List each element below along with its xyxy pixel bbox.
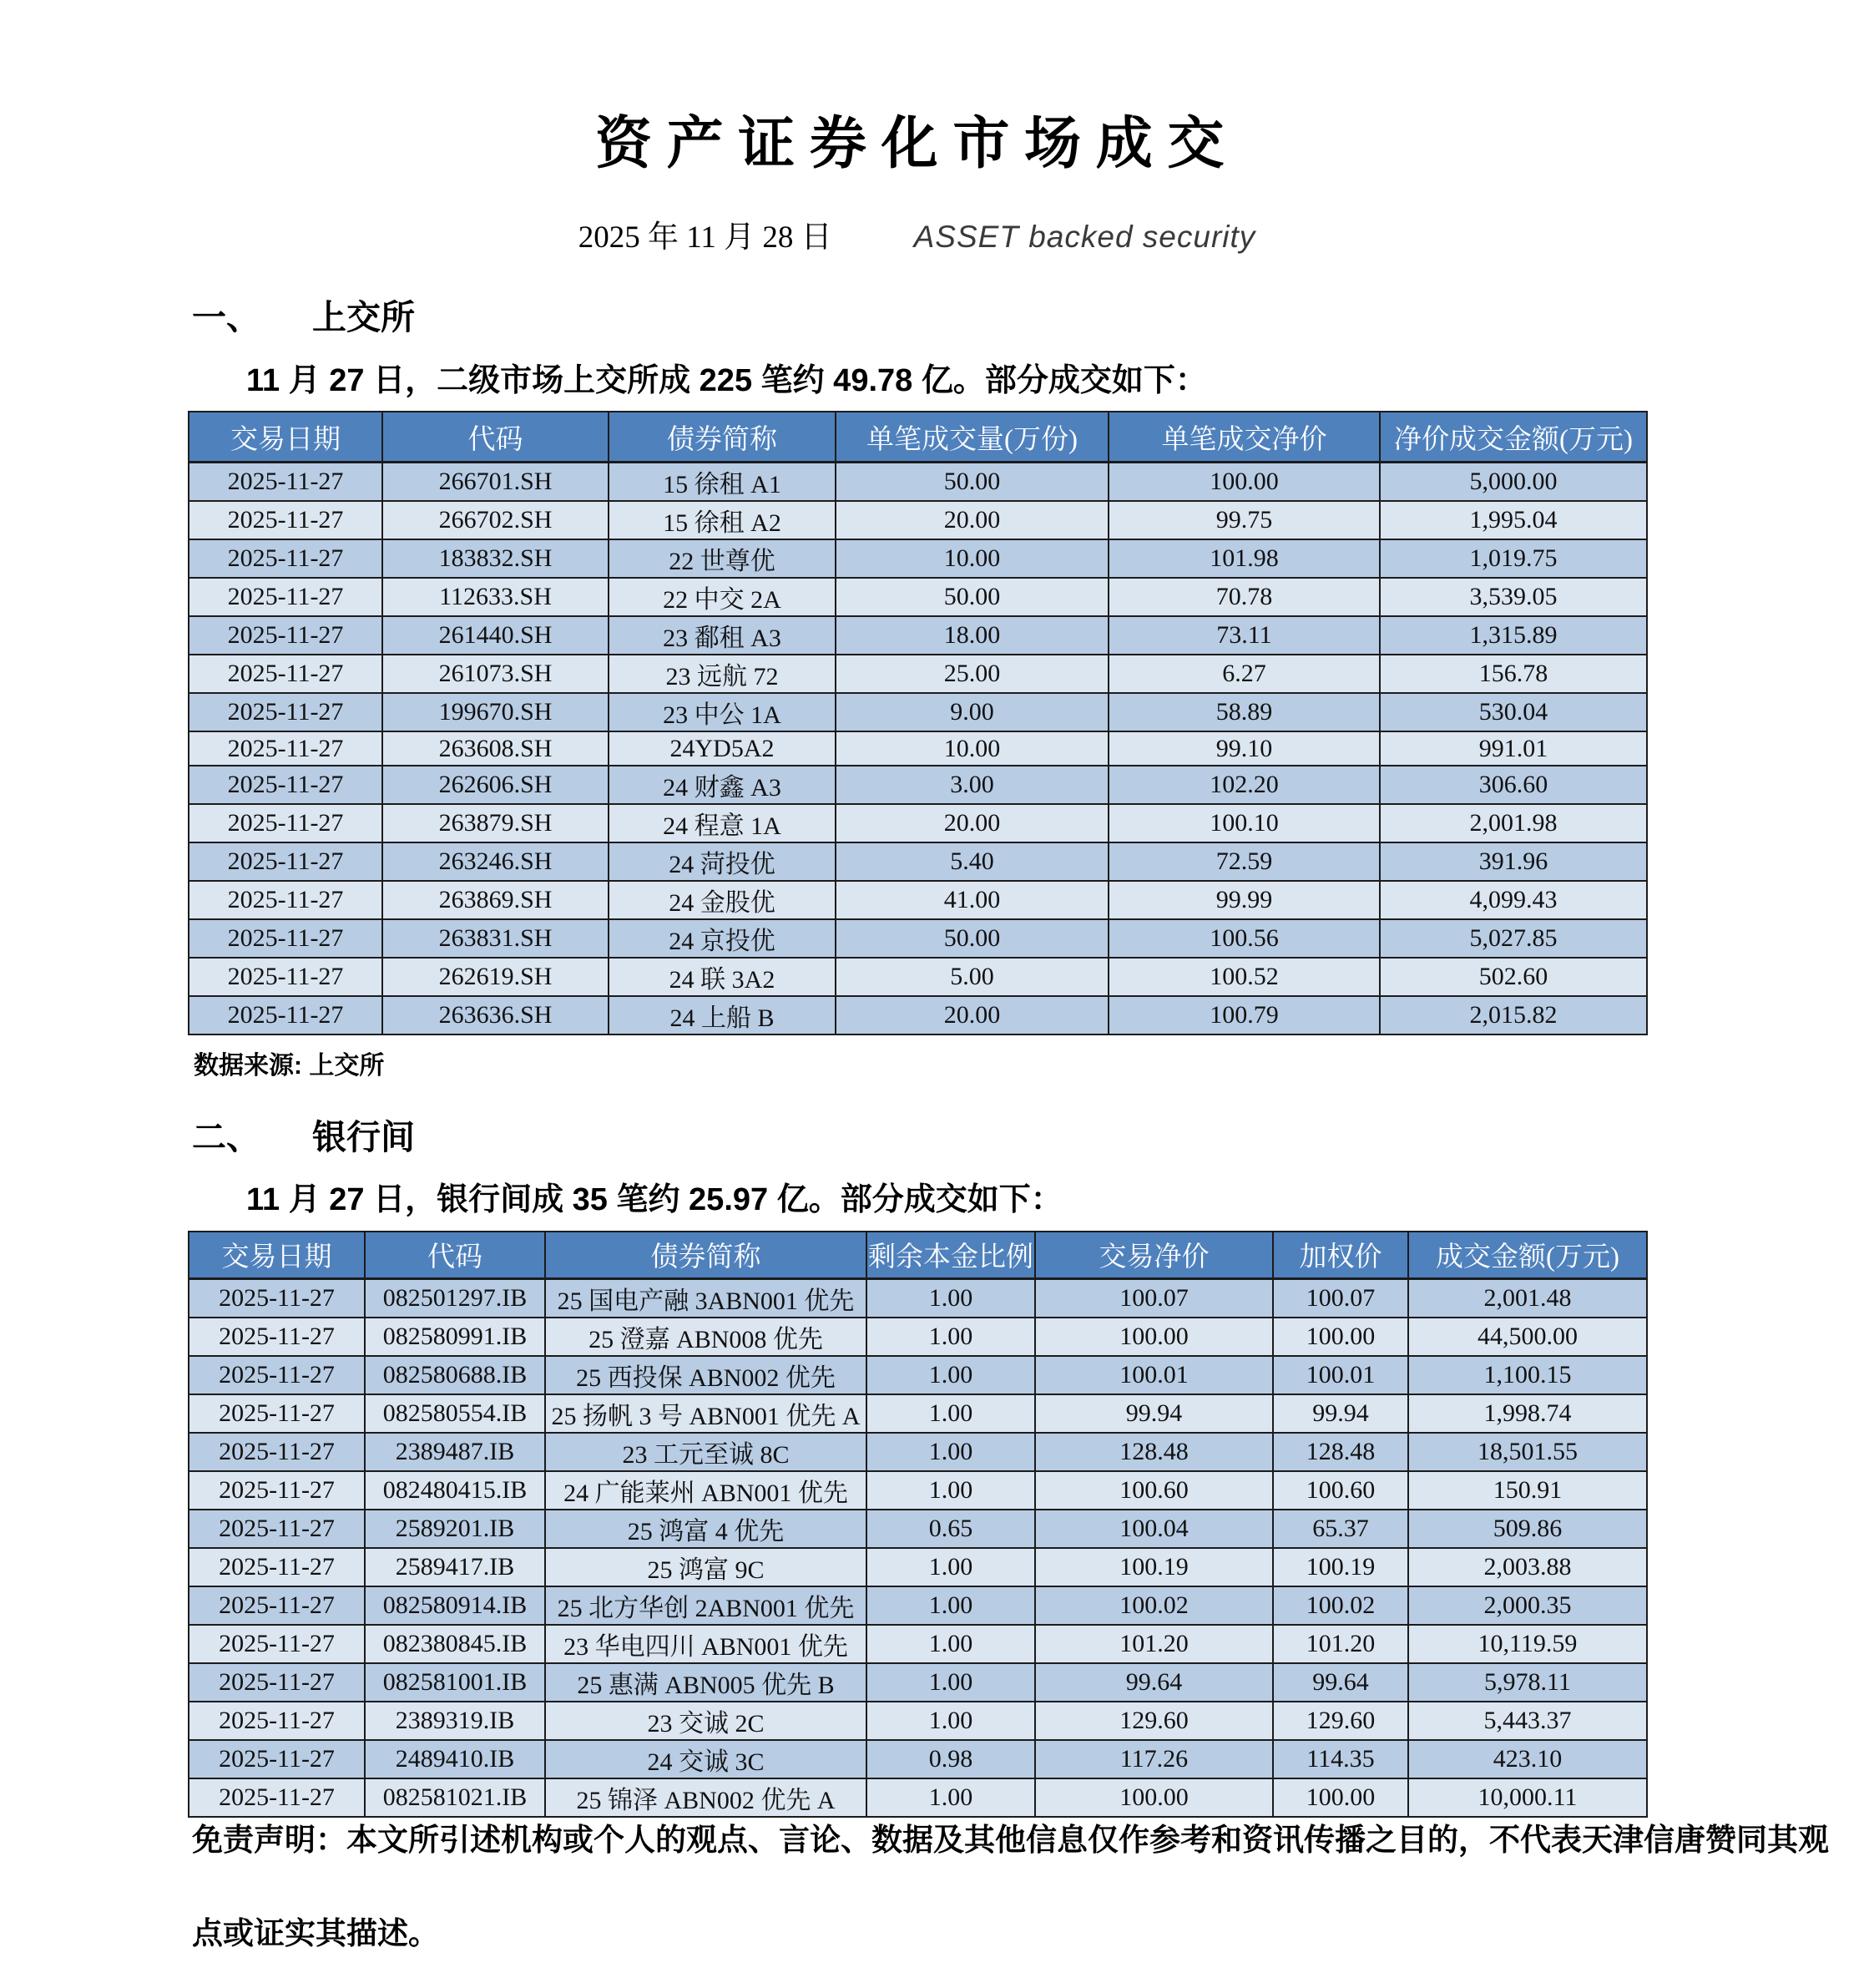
table-cell: 70.78 <box>1109 578 1380 616</box>
table-row <box>189 958 1647 996</box>
table-cell: 2025-11-27 <box>189 1356 365 1394</box>
table-cell: 2025-11-27 <box>189 693 382 731</box>
table-cell: 1,315.89 <box>1380 616 1647 655</box>
table-cell: 2025-11-27 <box>189 996 382 1034</box>
table-cell: 24 金股优 <box>609 881 836 919</box>
table-cell: 2025-11-27 <box>189 578 382 616</box>
table-cell: 1,019.75 <box>1380 539 1647 578</box>
table-cell: 991.01 <box>1380 731 1647 766</box>
table-cell: 262606.SH <box>382 766 609 804</box>
table-cell: 2025-11-27 <box>189 766 382 804</box>
table-cell: 082480415.IB <box>365 1471 545 1510</box>
interbank-trades-table <box>188 1231 1648 1818</box>
table-cell: 082580914.IB <box>365 1586 545 1625</box>
table-cell: 2025-11-27 <box>189 463 382 502</box>
table-cell: 082581021.IB <box>365 1778 545 1817</box>
table-cell: 10.00 <box>836 731 1109 766</box>
table-cell: 156.78 <box>1380 655 1647 693</box>
table-cell: 1,100.15 <box>1408 1356 1647 1394</box>
sse-trades-table <box>188 411 1648 1035</box>
table-cell: 4,099.43 <box>1380 881 1647 919</box>
table-cell: 65.37 <box>1273 1510 1408 1548</box>
table-cell: 100.02 <box>1273 1586 1408 1625</box>
table-cell: 2025-11-27 <box>189 731 382 766</box>
table-cell: 183832.SH <box>382 539 609 578</box>
section2-number: 二、 <box>192 1117 260 1156</box>
column-header: 债券简称 <box>545 1232 866 1279</box>
table-cell: 100.79 <box>1109 996 1380 1034</box>
table-cell: 24 京投优 <box>609 919 836 958</box>
table-cell: 25 北方华创 2ABN001 优先 <box>545 1586 866 1625</box>
table-cell: 25 惠满 ABN005 优先 B <box>545 1663 866 1702</box>
table-cell: 2025-11-27 <box>189 1702 365 1740</box>
column-header: 交易净价 <box>1035 1232 1273 1279</box>
table-cell: 082581001.IB <box>365 1663 545 1702</box>
table-cell: 1.00 <box>866 1433 1035 1471</box>
table-cell: 530.04 <box>1380 693 1647 731</box>
table-header-row <box>189 412 1647 463</box>
table-cell: 2025-11-27 <box>189 881 382 919</box>
table-cell: 24 菏投优 <box>609 842 836 881</box>
table-cell: 2025-11-27 <box>189 1663 365 1702</box>
table-row <box>189 616 1647 655</box>
table-cell: 266701.SH <box>382 463 609 502</box>
table-cell: 25 澄嘉 ABN008 优先 <box>545 1318 866 1356</box>
table-cell: 24 联 3A2 <box>609 958 836 996</box>
column-header: 代码 <box>382 412 609 463</box>
table-cell: 99.99 <box>1109 881 1380 919</box>
table-row <box>189 1278 1647 1318</box>
table-cell: 082501297.IB <box>365 1278 545 1318</box>
table-cell: 261440.SH <box>382 616 609 655</box>
table-cell: 128.48 <box>1035 1433 1273 1471</box>
table-cell: 263869.SH <box>382 881 609 919</box>
table-cell: 23 华电四川 ABN001 优先 <box>545 1625 866 1663</box>
table-cell: 2025-11-27 <box>189 539 382 578</box>
table-cell: 25 扬帆 3 号 ABN001 优先 A <box>545 1394 866 1433</box>
table-row <box>189 539 1647 578</box>
table-cell: 2025-11-27 <box>189 1740 365 1778</box>
table-cell: 2,000.35 <box>1408 1586 1647 1625</box>
table-cell: 100.00 <box>1035 1318 1273 1356</box>
table-cell: 20.00 <box>836 996 1109 1034</box>
table-cell: 22 世尊优 <box>609 539 836 578</box>
table-cell: 15 徐租 A2 <box>609 501 836 539</box>
table-row <box>189 1356 1647 1394</box>
table-cell: 423.10 <box>1408 1740 1647 1778</box>
table-cell: 100.19 <box>1273 1548 1408 1586</box>
table-cell: 1.00 <box>866 1278 1035 1318</box>
table-row <box>189 919 1647 958</box>
table-cell: 2025-11-27 <box>189 655 382 693</box>
table-cell: 263636.SH <box>382 996 609 1034</box>
table-cell: 100.01 <box>1273 1356 1408 1394</box>
table-cell: 2,015.82 <box>1380 996 1647 1034</box>
section2-title: 银行间 <box>312 1117 415 1156</box>
table-cell: 114.35 <box>1273 1740 1408 1778</box>
table-cell: 263831.SH <box>382 919 609 958</box>
table-cell: 1.00 <box>866 1663 1035 1702</box>
table-cell: 0.98 <box>866 1740 1035 1778</box>
section2-heading <box>192 1118 1874 1157</box>
table-cell: 391.96 <box>1380 842 1647 881</box>
page-title: 资产证券化市场成交 <box>594 112 1240 175</box>
table-cell: 23 中公 1A <box>609 693 836 731</box>
table-cell: 128.48 <box>1273 1433 1408 1471</box>
table-cell: 2025-11-27 <box>189 616 382 655</box>
table-row <box>189 1471 1647 1510</box>
table-cell: 2025-11-27 <box>189 1510 365 1548</box>
sse-table-head <box>189 412 1647 463</box>
table-cell: 25 鸿富 4 优先 <box>545 1510 866 1548</box>
interbank-table-body <box>189 1278 1647 1817</box>
table-cell: 082380845.IB <box>365 1625 545 1663</box>
table-cell: 99.64 <box>1273 1663 1408 1702</box>
table-row <box>189 731 1647 766</box>
table-row <box>189 578 1647 616</box>
table-cell: 2025-11-27 <box>189 1433 365 1471</box>
table-cell: 117.26 <box>1035 1740 1273 1778</box>
table-cell: 262619.SH <box>382 958 609 996</box>
disclaimer <box>192 1823 1874 1952</box>
table-cell: 10,119.59 <box>1408 1625 1647 1663</box>
table-cell: 24YD5A2 <box>609 731 836 766</box>
table-header-row <box>189 1232 1647 1279</box>
table-cell: 2025-11-27 <box>189 804 382 842</box>
column-header: 单笔成交净价 <box>1109 412 1380 463</box>
table-cell: 23 工元至诚 8C <box>545 1433 866 1471</box>
table-cell: 509.86 <box>1408 1510 1647 1548</box>
table-row <box>189 501 1647 539</box>
table-row <box>189 1625 1647 1663</box>
table-cell: 24 交诚 3C <box>545 1740 866 1778</box>
table-cell: 41.00 <box>836 881 1109 919</box>
table-row <box>189 463 1647 502</box>
table-cell: 18,501.55 <box>1408 1433 1647 1471</box>
table-cell: 99.75 <box>1109 501 1380 539</box>
table-cell: 2489410.IB <box>365 1740 545 1778</box>
table-row <box>189 1548 1647 1586</box>
table-cell: 100.07 <box>1273 1278 1408 1318</box>
table-cell: 58.89 <box>1109 693 1380 731</box>
table-cell: 261073.SH <box>382 655 609 693</box>
table-cell: 082580554.IB <box>365 1394 545 1433</box>
table-cell: 100.56 <box>1109 919 1380 958</box>
table-cell: 1.00 <box>866 1394 1035 1433</box>
table-cell: 5.00 <box>836 958 1109 996</box>
table-cell: 5.40 <box>836 842 1109 881</box>
table-cell: 1,998.74 <box>1408 1394 1647 1433</box>
table-cell: 2025-11-27 <box>189 501 382 539</box>
disclaimer-line-1: 免责声明：本文所引述机构或个人的观点、言论、数据及其他信息仅作参考和资讯传播之目的，不代表天津信唐赞同其观 <box>192 1822 1829 1857</box>
table-cell: 082580991.IB <box>365 1318 545 1356</box>
table-cell: 1.00 <box>866 1702 1035 1740</box>
table-cell: 2025-11-27 <box>189 1318 365 1356</box>
table-cell: 2025-11-27 <box>189 842 382 881</box>
table-cell: 2025-11-27 <box>189 1548 365 1586</box>
section1-intro: 11 月 27 日，二级市场上交所成 225 笔约 49.78 亿。部分成交如下： <box>246 362 1207 398</box>
section1-number: 一、 <box>192 298 260 337</box>
table-cell: 263879.SH <box>382 804 609 842</box>
table-cell: 2389319.IB <box>365 1702 545 1740</box>
table-cell: 101.20 <box>1035 1625 1273 1663</box>
table-cell: 24 广能莱州 ABN001 优先 <box>545 1471 866 1510</box>
table-cell: 2025-11-27 <box>189 919 382 958</box>
table-cell: 1.00 <box>866 1625 1035 1663</box>
table-cell: 150.91 <box>1408 1471 1647 1510</box>
table-cell: 2025-11-27 <box>189 1394 365 1433</box>
table-cell: 3,539.05 <box>1380 578 1647 616</box>
table-cell: 2025-11-27 <box>189 958 382 996</box>
table-cell: 100.01 <box>1035 1356 1273 1394</box>
table-cell: 24 程意 1A <box>609 804 836 842</box>
subtitle-row <box>188 219 1646 256</box>
table-cell: 129.60 <box>1035 1702 1273 1740</box>
table-cell: 2025-11-27 <box>189 1778 365 1817</box>
table-cell: 2025-11-27 <box>189 1625 365 1663</box>
table-cell: 2389487.IB <box>365 1433 545 1471</box>
table-cell: 266702.SH <box>382 501 609 539</box>
table-cell: 100.04 <box>1035 1510 1273 1548</box>
table-cell: 100.02 <box>1035 1586 1273 1625</box>
table-cell: 2,001.48 <box>1408 1278 1647 1318</box>
table-cell: 082580688.IB <box>365 1356 545 1394</box>
table-row <box>189 1740 1647 1778</box>
table-cell: 10.00 <box>836 539 1109 578</box>
table-cell: 9.00 <box>836 693 1109 731</box>
table-cell: 99.10 <box>1109 731 1380 766</box>
section1-heading <box>192 298 1874 337</box>
table-cell: 24 财鑫 A3 <box>609 766 836 804</box>
table-cell: 100.10 <box>1109 804 1380 842</box>
table-cell: 1.00 <box>866 1586 1035 1625</box>
table-cell: 18.00 <box>836 616 1109 655</box>
table-cell: 20.00 <box>836 804 1109 842</box>
table-cell: 2,003.88 <box>1408 1548 1647 1586</box>
table-cell: 5,978.11 <box>1408 1663 1647 1702</box>
table-cell: 1.00 <box>866 1471 1035 1510</box>
table-cell: 101.20 <box>1273 1625 1408 1663</box>
table-row <box>189 1318 1647 1356</box>
table-cell: 25 锦泽 ABN002 优先 A <box>545 1778 866 1817</box>
column-header: 剩余本金比例 <box>866 1232 1035 1279</box>
interbank-table-head <box>189 1232 1647 1279</box>
table-row <box>189 1702 1647 1740</box>
table-cell: 1.00 <box>866 1356 1035 1394</box>
table-cell: 44,500.00 <box>1408 1318 1647 1356</box>
table-cell: 50.00 <box>836 919 1109 958</box>
table-cell: 2025-11-27 <box>189 1471 365 1510</box>
table-cell: 73.11 <box>1109 616 1380 655</box>
table-cell: 20.00 <box>836 501 1109 539</box>
table-cell: 2589201.IB <box>365 1510 545 1548</box>
column-header: 债券简称 <box>609 412 836 463</box>
table-cell: 22 中交 2A <box>609 578 836 616</box>
table-cell: 129.60 <box>1273 1702 1408 1740</box>
table-cell: 5,443.37 <box>1408 1702 1647 1740</box>
table-cell: 199670.SH <box>382 693 609 731</box>
table-cell: 1.00 <box>866 1548 1035 1586</box>
table-cell: 99.94 <box>1273 1394 1408 1433</box>
table-cell: 306.60 <box>1380 766 1647 804</box>
data-source-note: 数据来源: 上交所 <box>194 1052 385 1080</box>
column-header: 加权价 <box>1273 1232 1408 1279</box>
section2-intro: 11 月 27 日，银行间成 35 笔约 25.97 亿。部分成交如下： <box>246 1181 1063 1217</box>
table-row <box>189 1394 1647 1433</box>
table-cell: 23 鄱租 A3 <box>609 616 836 655</box>
table-cell: 101.98 <box>1109 539 1380 578</box>
table-cell: 263246.SH <box>382 842 609 881</box>
table-cell: 1.00 <box>866 1318 1035 1356</box>
column-header: 交易日期 <box>189 412 382 463</box>
table-cell: 3.00 <box>836 766 1109 804</box>
table-row <box>189 881 1647 919</box>
table-cell: 99.94 <box>1035 1394 1273 1433</box>
table-cell: 1,995.04 <box>1380 501 1647 539</box>
table-cell: 23 远航 72 <box>609 655 836 693</box>
table-row <box>189 766 1647 804</box>
column-header: 净价成交金额(万元) <box>1380 412 1647 463</box>
table-cell: 25.00 <box>836 655 1109 693</box>
table-row <box>189 1433 1647 1471</box>
table-cell: 102.20 <box>1109 766 1380 804</box>
table-row <box>189 804 1647 842</box>
table-cell: 100.60 <box>1035 1471 1273 1510</box>
column-header: 代码 <box>365 1232 545 1279</box>
table-cell: 100.07 <box>1035 1278 1273 1318</box>
table-cell: 99.64 <box>1035 1663 1273 1702</box>
column-header: 单笔成交量(万份) <box>836 412 1109 463</box>
table-cell: 100.60 <box>1273 1471 1408 1510</box>
table-cell: 100.52 <box>1109 958 1380 996</box>
table-cell: 112633.SH <box>382 578 609 616</box>
table-cell: 24 上船 B <box>609 996 836 1034</box>
table-row <box>189 842 1647 881</box>
table-cell: 72.59 <box>1109 842 1380 881</box>
table-cell: 2025-11-27 <box>189 1278 365 1318</box>
table-cell: 5,000.00 <box>1380 463 1647 502</box>
table-cell: 1.00 <box>866 1778 1035 1817</box>
report-date: 2025 年 11 月 28 日 <box>578 220 832 255</box>
table-cell: 100.00 <box>1273 1778 1408 1817</box>
table-cell: 15 徐租 A1 <box>609 463 836 502</box>
table-cell: 100.00 <box>1109 463 1380 502</box>
table-cell: 100.19 <box>1035 1548 1273 1586</box>
table-cell: 100.00 <box>1035 1778 1273 1817</box>
column-header: 交易日期 <box>189 1232 365 1279</box>
table-cell: 502.60 <box>1380 958 1647 996</box>
sse-table-body <box>189 463 1647 1035</box>
table-cell: 25 国电产融 3ABN001 优先 <box>545 1278 866 1318</box>
table-cell: 2025-11-27 <box>189 1586 365 1625</box>
table-cell: 6.27 <box>1109 655 1380 693</box>
section1-title: 上交所 <box>312 298 415 337</box>
table-cell: 50.00 <box>836 578 1109 616</box>
table-cell: 2,001.98 <box>1380 804 1647 842</box>
table-cell: 25 鸿富 9C <box>545 1548 866 1586</box>
table-cell: 263608.SH <box>382 731 609 766</box>
table-row <box>189 693 1647 731</box>
column-header: 成交金额(万元) <box>1408 1232 1647 1279</box>
table-cell: 23 交诚 2C <box>545 1702 866 1740</box>
table-row <box>189 1778 1647 1817</box>
table-cell: 0.65 <box>866 1510 1035 1548</box>
table-row <box>189 996 1647 1034</box>
table-cell: 100.00 <box>1273 1318 1408 1356</box>
table-cell: 25 西投保 ABN002 优先 <box>545 1356 866 1394</box>
table-cell: 50.00 <box>836 463 1109 502</box>
disclaimer-line-2: 点或证实其描述。 <box>192 1916 439 1951</box>
subtitle-english: ASSET backed security <box>913 220 1256 254</box>
table-row <box>189 1663 1647 1702</box>
table-row <box>189 655 1647 693</box>
table-row <box>189 1510 1647 1548</box>
table-cell: 10,000.11 <box>1408 1778 1647 1817</box>
table-cell: 5,027.85 <box>1380 919 1647 958</box>
table-row <box>189 1586 1647 1625</box>
table-cell: 2589417.IB <box>365 1548 545 1586</box>
